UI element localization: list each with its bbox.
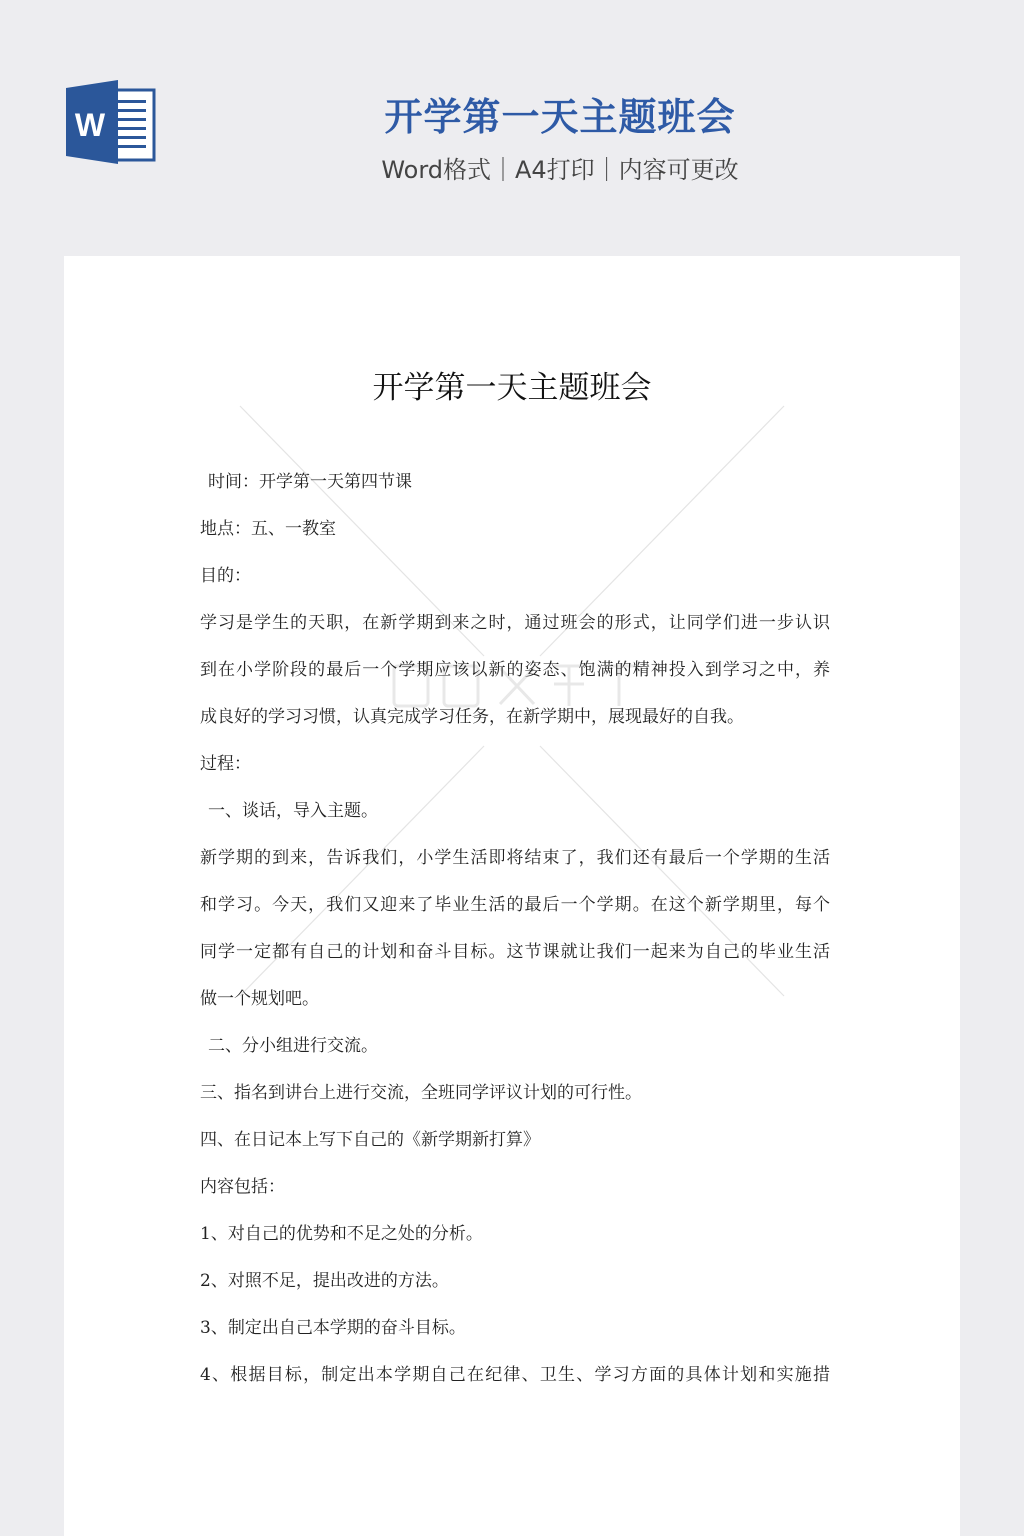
line-content-label: 内容包括： (200, 1177, 285, 1197)
header-title: 开学第一天主题班会 (384, 95, 736, 139)
document-page (64, 256, 960, 1536)
line-purpose-2: 到在小学阶段的最后一个学期应该以新的姿态、饱满的精神投入到学习之中，养 (200, 660, 830, 680)
line-purpose-3: 成良好的学习习惯，认真完成学习任务，在新学期中，展现最好的自我。 (200, 707, 744, 727)
line-time: 时间：开学第一天第四节课 (208, 472, 412, 492)
line-process-label: 过程： (200, 754, 251, 774)
line-step-3: 三、指名到讲台上进行交流，全班同学评议计划的可行性。 (200, 1083, 642, 1103)
line-step-1-text-2: 和学习。今天，我们又迎来了毕业生活的最后一个学期。在这个新学期里，每个 (200, 895, 830, 915)
line-item-4: 4、根据目标，制定出本学期自己在纪律、卫生、学习方面的具体计划和实施措 (200, 1365, 830, 1385)
line-purpose-1: 学习是学生的天职，在新学期到来之时，通过班会的形式，让同学们进一步认识 (200, 613, 830, 633)
line-item-1: 1、对自己的优势和不足之处的分析。 (200, 1224, 483, 1244)
line-step-1-text-4: 做一个规划吧。 (200, 989, 319, 1009)
line-step-1: 一、谈话，导入主题。 (208, 801, 378, 821)
document-body (200, 464, 830, 1404)
line-item-3: 3、制定出自己本学期的奋斗目标。 (200, 1318, 466, 1338)
line-item-2: 2、对照不足，提出改进的方法。 (200, 1271, 449, 1291)
line-purpose-label: 目的： (200, 566, 251, 586)
line-location: 地点：五、一教室 (200, 519, 336, 539)
header-subtitle: Word格式｜A4打印｜内容可更改 (381, 156, 739, 184)
line-step-2: 二、分小组进行交流。 (208, 1036, 378, 1056)
document-title: 开学第一天主题班会 (372, 370, 652, 406)
word-icon (66, 80, 156, 164)
line-step-1-text-3: 同学一定都有自己的计划和奋斗目标。这节课就让我们一起来为自己的毕业生活 (200, 942, 830, 962)
word-icon-letter: W (74, 107, 106, 143)
line-step-1-text-1: 新学期的到来，告诉我们，小学生活即将结束了，我们还有最后一个学期的生活 (200, 848, 830, 868)
line-step-4: 四、在日记本上写下自己的《新学期新打算》 (200, 1130, 540, 1150)
